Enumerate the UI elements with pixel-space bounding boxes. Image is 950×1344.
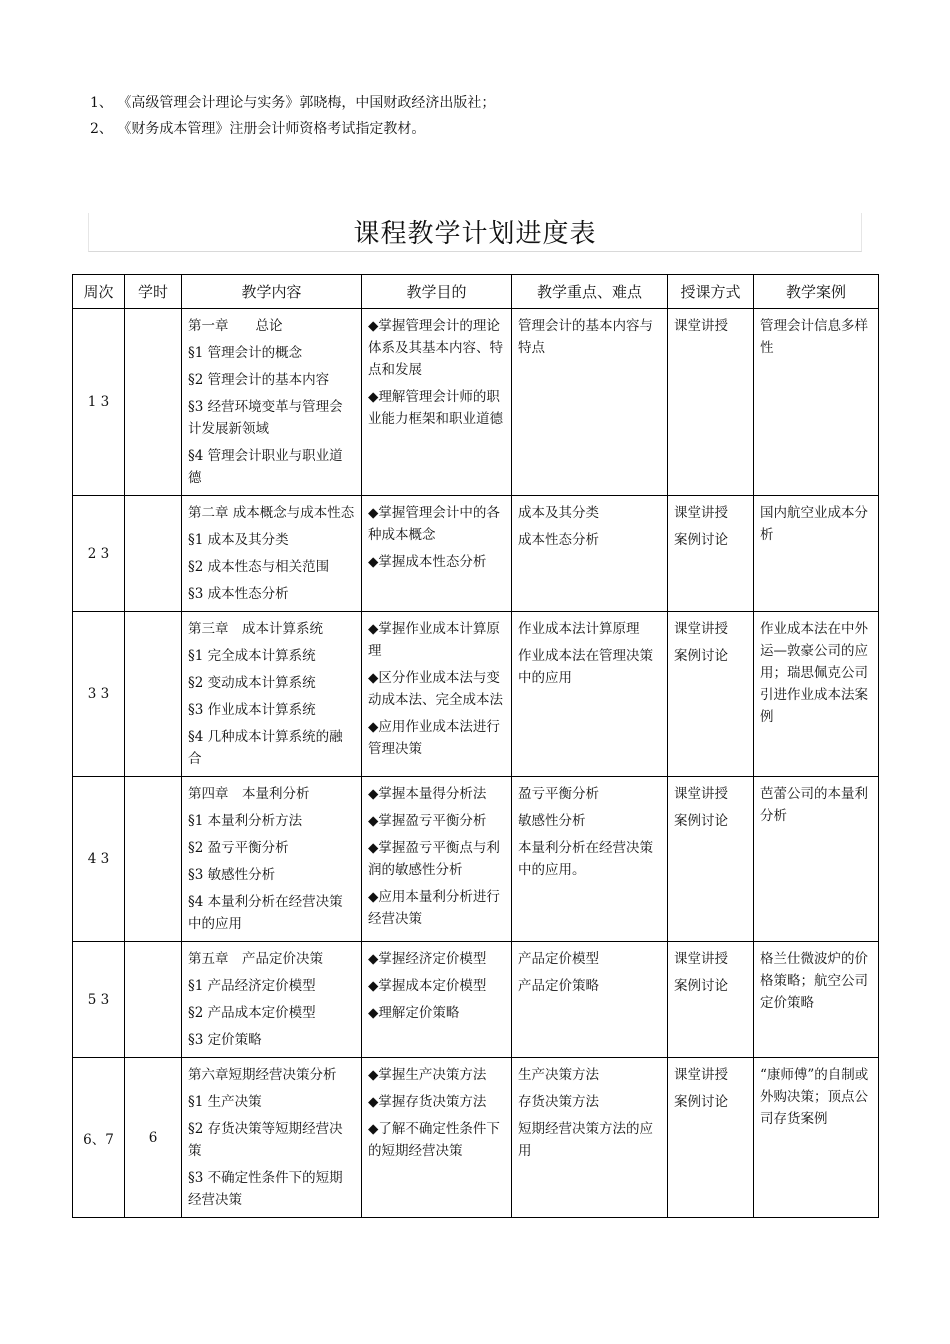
content-cell-line: §1 完全成本计算系统 [188, 648, 316, 664]
cases-cell-line: “康师傅”的自制或外购决策；顶点公司存货案例 [760, 1067, 869, 1127]
hours-cell [125, 496, 182, 612]
focus-cell [512, 309, 668, 496]
content-cell-line: §2 盈亏平衡分析 [188, 840, 289, 856]
cases-cell [754, 777, 879, 942]
goals-cell-line: ◆掌握盈亏平衡点与利润的敏感性分析 [368, 840, 500, 878]
focus-cell-line: 盈亏平衡分析 [518, 786, 599, 802]
cases-cell-line: 芭蕾公司的本量利分析 [760, 786, 868, 824]
goals-cell-line: ◆掌握盈亏平衡分析 [368, 813, 487, 829]
page-title: 课程教学计划进度表 [353, 219, 597, 249]
cases-cell-line: 格兰仕微波炉的价格策略；航空公司定价策略 [760, 951, 868, 1011]
cases-cell [754, 942, 879, 1058]
table-header-row [73, 275, 879, 309]
method-cell-line: 课堂讲授 [674, 505, 728, 521]
content-cell-line: §2 产品成本定价模型 [188, 1005, 316, 1021]
content-cell-line: §3 成本性态分析 [188, 586, 289, 602]
method-cell-line: 案例讨论 [674, 813, 728, 829]
content-cell [182, 612, 362, 777]
content-cell-line: §2 存货决策等短期经营决策 [188, 1121, 343, 1159]
focus-cell-line: 产品定价模型 [518, 951, 599, 967]
goals-cell-line: ◆了解不确定性条件下的短期经营决策 [368, 1121, 500, 1159]
method-cell [668, 309, 754, 496]
week-cell: 2 3 [73, 496, 125, 612]
column-header-week: 周次 [73, 275, 125, 309]
method-cell-line: 案例讨论 [674, 648, 728, 664]
goals-cell-line: ◆掌握成本定价模型 [368, 978, 487, 994]
goals-cell-line: ◆掌握管理会计中的各种成本概念 [368, 505, 500, 543]
content-cell-line: §1 生产决策 [188, 1094, 262, 1110]
method-cell [668, 777, 754, 942]
content-cell-line: §4 几种成本计算系统的融合 [188, 729, 343, 767]
focus-cell-line: 敏感性分析 [518, 813, 586, 829]
goals-cell [362, 1058, 512, 1218]
cases-cell-line: 管理会计信息多样性 [760, 318, 868, 356]
column-header-method: 授课方式 [668, 275, 754, 309]
content-cell-line: §1 本量利分析方法 [188, 813, 303, 829]
table-row [73, 309, 879, 496]
goals-cell [362, 612, 512, 777]
reference-item: 2、 《财务成本管理》注册会计师资格考试指定教材。 [90, 121, 426, 137]
table-row [73, 612, 879, 777]
reference-list [90, 90, 495, 142]
content-cell-line: §3 不确定性条件下的短期经营决策 [188, 1170, 343, 1208]
content-cell-line: 第五章 产品定价决策 [188, 951, 323, 967]
column-header-cases: 教学案例 [754, 275, 879, 309]
method-cell-line: 案例讨论 [674, 532, 728, 548]
content-cell-line: §3 敏感性分析 [188, 867, 276, 883]
content-cell-line: §2 变动成本计算系统 [188, 675, 316, 691]
table-row [73, 1058, 879, 1218]
hours-cell: 6 [125, 1058, 182, 1218]
cases-cell-line: 作业成本法在中外运—敦豪公司的应用；瑞思佩克公司引进作业成本法案例 [760, 621, 868, 725]
cases-cell [754, 612, 879, 777]
focus-cell [512, 777, 668, 942]
method-cell [668, 942, 754, 1058]
method-cell-line: 案例讨论 [674, 1094, 728, 1110]
content-cell-line: §2 成本性态与相关范围 [188, 559, 330, 575]
focus-cell [512, 1058, 668, 1218]
method-cell [668, 612, 754, 777]
content-cell-line: 第二章 成本概念与成本性态 [188, 505, 355, 521]
cases-cell-line: 国内航空业成本分析 [760, 505, 868, 543]
goals-cell [362, 777, 512, 942]
content-cell [182, 942, 362, 1058]
hours-cell [125, 942, 182, 1058]
content-cell-line: 第六章短期经营决策分析 [188, 1067, 337, 1083]
content-cell-line: §2 管理会计的基本内容 [188, 372, 330, 388]
content-cell-line: §4 本量利分析在经营决策中的应用 [188, 894, 343, 932]
focus-cell [512, 496, 668, 612]
table-body [73, 309, 879, 1218]
teaching-plan-table [72, 274, 879, 1218]
method-cell [668, 1058, 754, 1218]
method-cell-line: 课堂讲授 [674, 951, 728, 967]
content-cell-line: §1 管理会计的概念 [188, 345, 303, 361]
focus-cell-line: 作业成本法计算原理 [518, 621, 640, 637]
content-cell [182, 496, 362, 612]
cases-cell [754, 1058, 879, 1218]
goals-cell-line: ◆区分作业成本法与变动成本法、完全成本法 [368, 670, 503, 708]
reference-item: 1、 《高级管理会计理论与实务》郭晓梅，中国财政经济出版社； [90, 95, 496, 111]
goals-cell [362, 309, 512, 496]
content-cell-line: 第四章 本量利分析 [188, 786, 310, 802]
focus-cell-line: 作业成本法在管理决策中的应用 [518, 648, 653, 686]
focus-cell-line: 产品定价策略 [518, 978, 599, 994]
week-cell: 4 3 [73, 777, 125, 942]
goals-cell-line: ◆应用作业成本法进行管理决策 [368, 719, 500, 757]
content-cell-line: §3 作业成本计算系统 [188, 702, 316, 718]
content-cell-line: §3 定价策略 [188, 1032, 262, 1048]
goals-cell-line: ◆理解定价策略 [368, 1005, 460, 1021]
table-row [73, 942, 879, 1058]
goals-cell-line: ◆应用本量利分析进行经营决策 [368, 889, 500, 927]
focus-cell-line: 成本性态分析 [518, 532, 599, 548]
focus-cell [512, 612, 668, 777]
goals-cell-line: ◆理解管理会计师的职业能力框架和职业道德 [368, 389, 503, 427]
method-cell-line: 课堂讲授 [674, 1067, 728, 1083]
focus-cell-line: 成本及其分类 [518, 505, 599, 521]
goals-cell-line: ◆掌握经济定价模型 [368, 951, 487, 967]
goals-cell-line: ◆掌握成本性态分析 [368, 554, 487, 570]
cases-cell [754, 496, 879, 612]
content-cell-line: §4 管理会计职业与职业道德 [188, 448, 343, 486]
column-header-content: 教学内容 [182, 275, 362, 309]
hours-cell [125, 612, 182, 777]
goals-cell-line: ◆掌握作业成本计算原理 [368, 621, 500, 659]
week-cell: 5 3 [73, 942, 125, 1058]
week-cell: 3 3 [73, 612, 125, 777]
method-cell-line: 案例讨论 [674, 978, 728, 994]
method-cell-line: 课堂讲授 [674, 786, 728, 802]
content-cell [182, 1058, 362, 1218]
cases-cell [754, 309, 879, 496]
week-cell: 1 3 [73, 309, 125, 496]
content-cell-line: 第三章 成本计算系统 [188, 621, 323, 637]
hours-cell [125, 309, 182, 496]
goals-cell-line: ◆掌握本量得分析法 [368, 786, 487, 802]
goals-cell-line: ◆掌握生产决策方法 [368, 1067, 487, 1083]
goals-cell-line: ◆掌握管理会计的理论体系及其基本内容、特点和发展 [368, 318, 503, 378]
content-cell-line: §1 产品经济定价模型 [188, 978, 316, 994]
focus-cell-line: 短期经营决策方法的应用 [518, 1121, 653, 1159]
hours-cell [125, 777, 182, 942]
title-frame [88, 213, 862, 252]
method-cell [668, 496, 754, 612]
column-header-goals: 教学目的 [362, 275, 512, 309]
content-cell [182, 777, 362, 942]
content-cell-line: 第一章 总论 [188, 318, 283, 334]
focus-cell-line: 管理会计的基本内容与特点 [518, 318, 653, 356]
focus-cell-line: 本量利分析在经营决策中的应用。 [518, 840, 653, 878]
table-row [73, 777, 879, 942]
method-cell-line: 课堂讲授 [674, 621, 728, 637]
focus-cell [512, 942, 668, 1058]
goals-cell-line: ◆掌握存货决策方法 [368, 1094, 487, 1110]
content-cell-line: §3 经营环境变革与管理会计发展新领域 [188, 399, 343, 437]
column-header-focus: 教学重点、难点 [512, 275, 668, 309]
table-row [73, 496, 879, 612]
week-cell: 6、7 [73, 1058, 125, 1218]
focus-cell-line: 生产决策方法 [518, 1067, 599, 1083]
content-cell-line: §1 成本及其分类 [188, 532, 289, 548]
method-cell-line: 课堂讲授 [674, 318, 728, 334]
column-header-hours: 学时 [125, 275, 182, 309]
goals-cell [362, 942, 512, 1058]
focus-cell-line: 存货决策方法 [518, 1094, 599, 1110]
goals-cell [362, 496, 512, 612]
content-cell [182, 309, 362, 496]
